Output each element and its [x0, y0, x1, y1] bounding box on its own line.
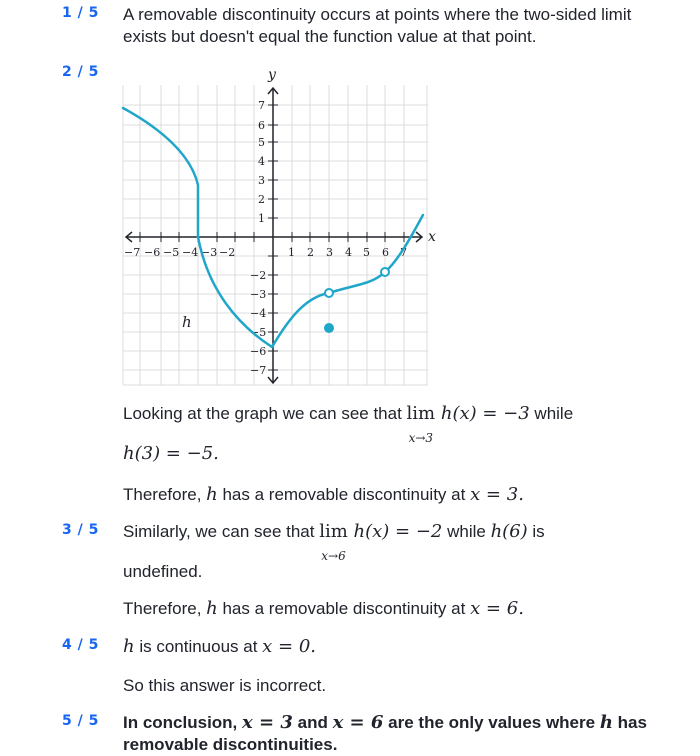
step-number-1: 1 / 5 — [62, 5, 99, 21]
text: removable discontinuities. — [123, 735, 338, 754]
text: Therefore, — [123, 599, 207, 618]
text: has — [612, 713, 647, 732]
text: Similarly, we can see that — [123, 522, 320, 541]
x-tick-label: −3 — [201, 246, 218, 259]
text: is — [527, 522, 545, 541]
math-expr: h(6) — [490, 521, 528, 542]
math-h: h — [599, 712, 613, 733]
x-tick-label: 4 — [345, 246, 352, 259]
function-label: h — [182, 313, 192, 331]
open-point-x6 — [381, 268, 389, 276]
y-tick-label: −5 — [250, 326, 267, 339]
function-graph — [123, 63, 436, 385]
y-tick-label: 5 — [258, 136, 265, 149]
text: while — [529, 404, 574, 423]
step-3-therefore — [123, 598, 524, 620]
x-tick-label: 5 — [363, 246, 370, 259]
y-tick-label: 2 — [258, 193, 265, 206]
y-tick-label: 6 — [258, 119, 265, 132]
y-axis-label: y — [268, 67, 276, 83]
math-expr: x = 6 — [332, 712, 384, 733]
step-number-4: 4 / 5 — [62, 637, 99, 653]
y-tick-label: −3 — [250, 288, 267, 301]
x-tick-label: −2 — [219, 246, 236, 259]
math-expr: x = 6. — [470, 598, 524, 619]
x-tick-label: −7 — [124, 246, 141, 259]
y-tick-label: −7 — [250, 364, 267, 377]
step-4-incorrect: So this answer is incorrect. — [123, 676, 327, 695]
y-tick-label: 3 — [258, 174, 265, 187]
x-axis-label: x — [428, 229, 436, 245]
lim-word: lim — [406, 403, 436, 424]
text: and — [292, 713, 333, 732]
text: are the only values where — [383, 713, 600, 732]
x-tick-label: 2 — [307, 246, 314, 259]
step-5-conclusion — [123, 712, 663, 756]
math-expr: h(3) = −5. — [123, 443, 219, 464]
text: has a removable discontinuity at — [217, 485, 471, 504]
math-h: h — [206, 484, 218, 505]
filled-point-x3 — [324, 323, 334, 333]
step-number-3: 3 / 5 — [62, 522, 99, 538]
math-expr: x = 0. — [262, 636, 317, 657]
y-tick-label: −4 — [250, 307, 267, 320]
step-2-limit-sentence — [123, 403, 574, 445]
step-2-therefore — [123, 484, 524, 506]
step-1-text: A removable discontinuity occurs at points where the two-sided limit exists but doesn't equal the function value at that point. — [123, 5, 632, 46]
math-expr: x = 3. — [470, 484, 524, 505]
open-point-x3 — [325, 289, 333, 297]
y-tick-label: −6 — [250, 345, 267, 358]
text: In conclusion, — [123, 713, 243, 732]
math-expr: h(x) = −3 — [435, 403, 530, 424]
curve-right-branch — [329, 215, 423, 293]
lim-word: lim — [319, 521, 348, 542]
x-tick-label: 3 — [326, 246, 333, 259]
y-tick-label: 4 — [258, 155, 265, 168]
math-h: h — [206, 598, 218, 619]
x-tick-label: 7 — [400, 246, 407, 259]
y-tick-label: 1 — [258, 212, 265, 225]
lim-subscript: x→6 — [321, 549, 346, 563]
lim-subscript: x→3 — [408, 431, 434, 445]
math-expr: h(x) = −2 — [347, 521, 443, 542]
step-number-5: 5 / 5 — [62, 713, 99, 729]
math-expr: x = 3 — [242, 712, 293, 733]
y-tick-label: −2 — [250, 269, 267, 282]
step-number-2: 2 / 5 — [62, 64, 99, 80]
text: Therefore, — [123, 485, 207, 504]
x-tick-label: 6 — [382, 246, 389, 259]
text: Looking at the graph we can see that — [123, 404, 407, 423]
y-tick-label: 7 — [258, 99, 265, 112]
step-3-limit-sentence — [123, 521, 545, 563]
x-tick-label: −4 — [182, 246, 199, 259]
text: while — [442, 522, 491, 541]
step-4-continuous — [123, 636, 316, 658]
step-2-h3 — [123, 443, 219, 465]
step-3-undefined: undefined. — [123, 562, 203, 581]
math-h: h — [123, 636, 135, 657]
x-tick-label: −6 — [144, 246, 161, 259]
x-tick-label: 1 — [288, 246, 295, 259]
text: is continuous at — [134, 637, 263, 656]
text: has a removable discontinuity at — [217, 599, 471, 618]
x-tick-label: −5 — [163, 246, 180, 259]
